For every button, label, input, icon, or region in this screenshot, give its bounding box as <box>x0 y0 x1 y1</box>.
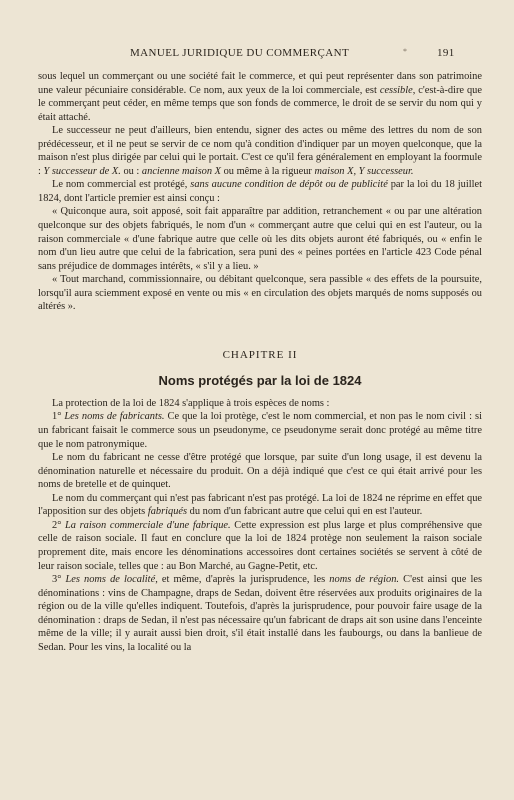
text-run: Le nom commercial est protégé, <box>52 179 191 191</box>
text-run: , c'est-à-dire que le commerçant peut céder, en même temps que son fonds de commerce, le droit de se servir du nom qui y était attaché. <box>38 84 482 123</box>
italic-text: Les noms de localité <box>65 574 156 586</box>
paragraph <box>38 573 482 654</box>
text-run: 3° <box>52 574 66 586</box>
italic-text: ancienne maison X <box>141 165 221 177</box>
italic-text: maison X, Y successeur. <box>314 165 414 177</box>
paragraph <box>38 410 482 451</box>
paragraph <box>38 492 482 519</box>
italic-text: noms de région. <box>329 574 400 586</box>
paragraph <box>38 397 482 411</box>
text-run: « Quiconque aura, soit apposé, soit fait apparaître par addition, retranchement « ou par une altération quelconque sur des objets fabriqués, le nom d'un « commerçant autre que celui qui en est l'auteur, ou la raison commerciale « d'une fabrique autre que celle où les dits objets auront été fabriqués, ou « enfin le nom d'un lieu autre que celui de la fabrication, sera puni des « peines portées en l'article 423 Code pénal sans préjudice de dommages intérêts, « s'il y a lieu. » <box>38 206 482 272</box>
paragraph <box>38 178 482 205</box>
italic-text: La raison commerciale d'une fabrique. <box>65 519 231 531</box>
paragraph <box>38 70 482 124</box>
text-run: 2° <box>52 519 65 531</box>
header-ornament: * <box>403 47 408 56</box>
page-body <box>38 70 482 654</box>
chapter-title: Noms protégés par la loi de 1824 <box>158 373 362 389</box>
chapter-label: CHAPITRE II <box>222 348 298 361</box>
quoted-article <box>38 273 482 314</box>
text-run: Ce que la loi protège, c'est le nom commercial, et non pas le nom civil : si un fabricant faisait le commerce sous un pseudonyme, ce pseudonyme serait donc protégé au même titre que le nom patronymique. <box>38 411 482 450</box>
text-run: 1° <box>52 411 65 423</box>
paragraph <box>38 124 482 178</box>
italic-text: Les noms de fabricants. <box>64 411 165 423</box>
italic-text: fabriqués <box>147 506 188 518</box>
running-title: MANUEL JURIDIQUE DU COMMERÇANT <box>130 47 350 59</box>
paragraph <box>38 519 482 573</box>
text-run: du nom d'un fabricant autre que celui qui en est l'auteur. <box>187 506 423 518</box>
italic-text: cessible <box>379 84 413 96</box>
text-run: Le nom du commerçant qui n'est pas fabricant n'est pas protégé. La loi de 1824 ne réprime en effet que l'apposition sur des objets <box>38 492 482 518</box>
text-run: Le successeur ne peut d'ailleurs, bien entendu, signer des actes ou même des lettres du nom de son prédécesseur, et il ne peut se servir de ce nom qu'à condition d'indiquer par un moyen quelconque, que la maison n'est plus dirigée par celui qui le portait. C'est ce qu'il fera généralement en employant la foormule : <box>38 125 482 177</box>
text-run: par la loi du 18 juillet 1824, dont l'article premier est ainsi conçu : <box>38 179 482 204</box>
text-run: « Tout marchand, commissionnaire, ou débitant quelconque, sera passible « des effets de la poursuite, lorsqu'il aura sciemment exposé en vente ou mis « en circulation des objets marqués de noms supposés ou altérés ». <box>38 274 482 313</box>
text-run: Cette expression est plus large et plus compréhensive que celle de raison sociale. Il faut en conclure que la loi de 1824 protège non seulement la raison sociale proprement dite, mais encore les dénominations accessoires dont certaines sociétés se servent à côté de leur raison sociale, telles que : au Bon Marché, au Gagne-Petit, etc. <box>38 519 482 572</box>
text-run: Le nom du fabricant ne cesse d'être protégé que lorsque, par suite d'un long usage, il est devenu la dénomination naturelle et nécessaire du produit. On a déjà indiqué que c'est ce qui était arrivé pour les noms de bretelle et de quinquet. <box>38 452 482 491</box>
text-run: ou : <box>120 165 142 177</box>
text-run: La protection de la loi de 1824 s'applique à trois espèces de noms : <box>52 397 330 409</box>
text-run: C'est ainsi que les dénominations : vins de Champagne, draps de Sedan, doivent être réservées aux produits originaires de la région ou de la ville qu'elles indiquent. Toutefois, d'après la jurisprudence, pour pouvoir faire usage de la dénomination : draps de Sedan, il n'est pas nécessaire qu'un fabricant de draps ait son usine dans l'enceinte même de la ville; il y aurait aussi bien droit, s'il était installé dans les faubourgs, ou dans la banlieue de Sedan. Pour les vins, la localité ou la <box>38 574 483 653</box>
page-number: 191 <box>437 47 455 59</box>
text-run: , et même, d'après la jurisprudence, les <box>155 574 330 586</box>
text-run: sous lequel un commerçant ou une société fait le commerce, et qui peut représenter dans son patrimoine une valeur pécuniaire considérable. Ce nom, aux yeux de la loi commerciale, est <box>38 71 482 96</box>
italic-text: sans aucune condition de dépôt ou de publicité <box>190 179 388 191</box>
text-run: ou même à la rigueur <box>221 165 315 177</box>
paragraph <box>38 451 482 492</box>
italic-text: Y successeur de X. <box>43 165 121 177</box>
quoted-article <box>38 205 482 273</box>
